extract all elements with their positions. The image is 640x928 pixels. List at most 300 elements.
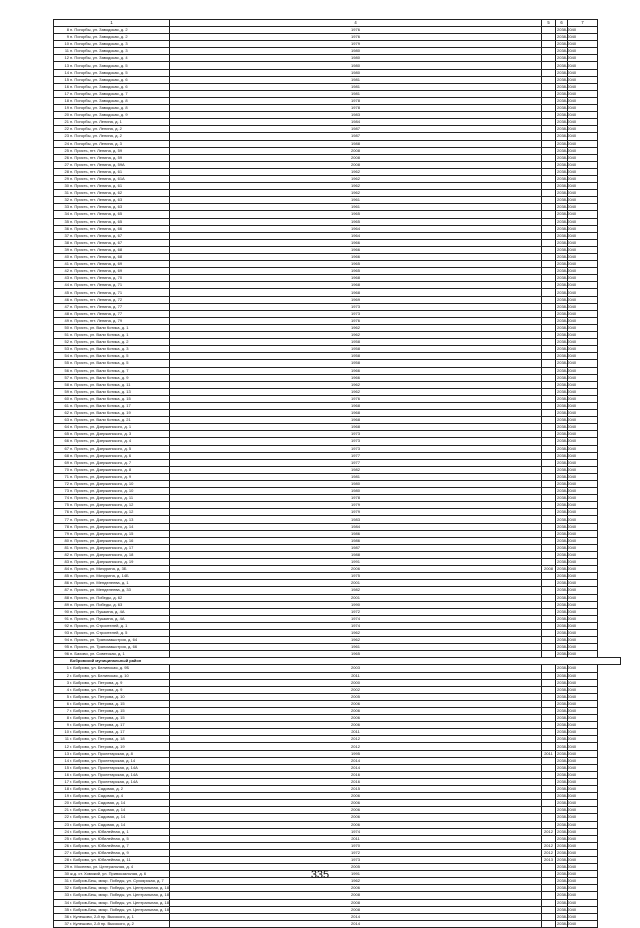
address-cell (54, 757, 170, 764)
period-cell: 2038-2040 (557, 197, 577, 203)
year-repair-cell (542, 587, 556, 594)
year-repair-cell (542, 885, 556, 892)
period-cell: 2038-2040 (557, 842, 577, 848)
period-cell: 2038-2040 (557, 310, 577, 316)
period-cell: 2038-2040 (557, 786, 577, 792)
address-cell (54, 190, 170, 197)
year-repair-cell (542, 715, 556, 722)
year-built-cell: 2006 (170, 715, 542, 722)
year-repair-cell (542, 190, 556, 197)
table-row (54, 339, 621, 346)
period-cell: 2038-2040 (557, 261, 577, 267)
year-repair-cell: 2011 (542, 750, 556, 757)
year-built-cell: 1969 (170, 296, 542, 303)
year-repair-cell (542, 34, 556, 41)
row-number: 90 (64, 608, 69, 614)
table-row (54, 622, 621, 629)
year-built-cell: 1972 (170, 849, 542, 856)
address: п. Присть, ул. Вали Котика, д. 21 (70, 417, 131, 423)
address: п. Присть, ул. Дзержинского, д. 15 (70, 530, 134, 536)
year-built-cell: 1962 (170, 878, 542, 885)
address-cell (54, 523, 170, 530)
year-built-cell: 1962 (170, 175, 542, 182)
row-number: 63 (64, 417, 69, 423)
address: п. Погорбы, ул. Заводская, д. 6 (70, 76, 128, 82)
address: п. Погорбы, ул. Заводская, д. 9 (70, 112, 128, 118)
table-row (54, 225, 621, 232)
period-cell: 2038-2040 (557, 112, 577, 118)
table-row (54, 920, 621, 927)
address-cell (54, 913, 170, 920)
year-built-cell: 1972 (170, 608, 542, 615)
year-built-cell: 1981 (170, 90, 542, 97)
year-repair-cell (542, 786, 556, 793)
address: г. Боброво, ул. Петрова, д. 15 (70, 708, 125, 714)
row-number: 21 (64, 807, 69, 813)
address-cell (54, 324, 170, 331)
address: г. Боброво, ул. Петрова, д. 9 (70, 686, 123, 692)
address-cell (54, 587, 170, 594)
address: п. Погорбы, ул. Ленина, д. 3 (70, 140, 122, 146)
year-repair-cell (542, 282, 556, 289)
table-row (54, 601, 621, 608)
year-repair-cell (542, 495, 556, 502)
table-row (54, 69, 621, 76)
period-cell: 2038-2040 (557, 580, 577, 586)
address: п. Присть, пгт. Ленина, д. 61 (70, 183, 123, 189)
address: п. Присть, ул. Вали Котика, д. 17 (70, 403, 131, 409)
address-cell (54, 381, 170, 388)
table-row (54, 239, 621, 246)
period-cell: 2038-2040 (557, 920, 577, 926)
period-cell: 2038-2040 (557, 693, 577, 699)
table-row (54, 332, 621, 339)
address: г. Боброво, ул. Белинская, д. 10 (70, 672, 129, 678)
table-row (54, 559, 621, 566)
address: п. Присть, ул. Дзержинского, д. 14 (70, 523, 134, 529)
year-repair-cell (542, 814, 556, 821)
address-cell (54, 750, 170, 757)
row-number: 2 (66, 672, 69, 678)
year-built-cell: 1974 (170, 828, 542, 835)
address: г. Боброво, ул. Петрова, д. 17 (70, 729, 125, 735)
address: п. Присть, ул. Дзержинского, д. 3 (70, 431, 132, 437)
address-cell (54, 580, 170, 587)
column-header: 6 (556, 20, 568, 27)
year-repair-cell (542, 580, 556, 587)
address-cell (54, 651, 170, 658)
year-repair-cell (542, 402, 556, 409)
address-cell (54, 303, 170, 310)
year-built-cell: 1982 (170, 466, 542, 473)
row-number: 16 (64, 83, 69, 89)
year-repair-cell (542, 317, 556, 324)
address-cell (54, 466, 170, 473)
table-row (54, 374, 621, 381)
address-cell (54, 885, 170, 892)
period-cell: 2038-2040 (557, 204, 577, 210)
address: п. Присть, ул. Дзержинского, д. 1 (70, 424, 132, 430)
address-cell (54, 69, 170, 76)
table-row (54, 473, 621, 480)
address-cell (54, 105, 170, 112)
table-row (54, 346, 621, 353)
row-number: 13 (64, 62, 69, 68)
address-cell (54, 601, 170, 608)
period-cell: 2038-2040 (557, 62, 577, 68)
address-cell (54, 828, 170, 835)
year-built-cell: 1981 (170, 83, 542, 90)
year-built-cell: 1977 (170, 459, 542, 466)
row-number: 58 (64, 381, 69, 387)
address: п. Присть, ул. Победы, д. 62 (70, 594, 123, 600)
year-repair-cell (542, 530, 556, 537)
row-number: 9 (66, 722, 69, 728)
year-repair-cell (542, 48, 556, 55)
address: п. Присть, ул. Вали Котика, д. 2 (70, 339, 129, 345)
address: п. Погорбы, ул. Заводская, д. 7 (70, 90, 128, 96)
year-repair-cell (542, 332, 556, 339)
address: г. Кулешово, 2-й пр. Высокого, д. 2 (70, 920, 134, 926)
period-cell: 2038-2040 (557, 317, 577, 323)
row-number: 94 (64, 637, 69, 643)
table-row (54, 154, 621, 161)
table-row (54, 821, 621, 828)
year-built-cell: 2001 (170, 580, 542, 587)
period-cell: 2038-2040 (557, 523, 577, 529)
column-header: 4 (170, 20, 542, 27)
year-built-cell: 1962 (170, 332, 542, 339)
address: г. Боброво, ул. Юбилейная, д. 5 (70, 835, 129, 841)
row-number: 1 (66, 665, 69, 671)
table-row (54, 147, 621, 154)
address-cell (54, 743, 170, 750)
year-built-cell: 1986 (170, 537, 542, 544)
year-built-cell: 1987 (170, 126, 542, 133)
year-built-cell: 1962 (170, 629, 542, 636)
row-number: 23 (64, 821, 69, 827)
address-cell (54, 807, 170, 814)
row-number: 33 (64, 204, 69, 210)
row-number: 92 (64, 622, 69, 628)
period-cell: 2038-2040 (557, 516, 577, 522)
address-cell (54, 204, 170, 211)
year-built-cell: 1978 (170, 495, 542, 502)
table-row (54, 580, 621, 587)
period-cell: 2038-2040 (557, 381, 577, 387)
row-number: 60 (64, 395, 69, 401)
year-repair-cell (542, 686, 556, 693)
row-number: 8 (66, 715, 69, 721)
period-cell: 2038-2040 (557, 431, 577, 437)
period-cell: 2038-2040 (557, 757, 577, 763)
year-repair-cell (542, 381, 556, 388)
period-cell: 2038-2040 (557, 778, 577, 784)
row-number: 16 (64, 771, 69, 777)
column-header: 1 (54, 20, 170, 27)
address-cell (54, 594, 170, 601)
period-cell: 2038-2040 (557, 225, 577, 231)
row-number: 39 (64, 246, 69, 252)
year-repair-cell (542, 693, 556, 700)
address-cell (54, 133, 170, 140)
year-repair-cell (542, 651, 556, 658)
address-cell (54, 34, 170, 41)
address-cell (54, 225, 170, 232)
row-number: 55 (64, 360, 69, 366)
table-row (54, 424, 621, 431)
period-cell: 2038-2040 (557, 353, 577, 359)
table-row (54, 459, 621, 466)
year-repair-cell (542, 637, 556, 644)
table-row (54, 481, 621, 488)
address: п. Присть, пгт. Ленина, д. 71 (70, 282, 123, 288)
address-cell (54, 693, 170, 700)
table-row (54, 41, 621, 48)
row-number: 69 (64, 459, 69, 465)
table-row (54, 573, 621, 580)
year-repair-cell: 2008 (542, 566, 556, 573)
table-row (54, 48, 621, 55)
address-cell (54, 346, 170, 353)
year-built-cell: 1980 (170, 55, 542, 62)
address-cell (54, 112, 170, 119)
address-cell (54, 424, 170, 431)
year-built-cell: 1968 (170, 417, 542, 424)
year-built-cell: 1979 (170, 509, 542, 516)
period-cell: 2038-2040 (557, 374, 577, 380)
year-repair-cell (542, 147, 556, 154)
address-cell (54, 637, 170, 644)
period-cell: 2038-2040 (557, 736, 577, 742)
address: п. Присть, ул. Дзержинского, д. 13 (70, 516, 134, 522)
table-row (54, 509, 621, 516)
period-cell: 2038-2040 (557, 438, 577, 444)
address: п. Погорбы, ул. Заводская, д. 6 (70, 83, 128, 89)
table-row (54, 466, 621, 473)
address: г. Бобров-Беш, микр. Победы, ул. Центральная, д. 18 (70, 899, 170, 905)
address-cell (54, 282, 170, 289)
year-built-cell: 2006 (170, 814, 542, 821)
year-built-cell: 2008 (170, 892, 542, 899)
period-cell: 2038-2040 (557, 672, 577, 678)
row-number: 88 (64, 594, 69, 600)
year-repair-cell (542, 175, 556, 182)
address: п. Присть, пгт. Ленина, д. 61А (70, 176, 125, 182)
table-row (54, 778, 621, 785)
address: п. Присть, ул. Вали Котика, д. 15 (70, 395, 131, 401)
year-repair-cell (542, 246, 556, 253)
row-number: 57 (64, 374, 69, 380)
period-cell: 2038-2040 (557, 871, 577, 877)
year-repair-cell (542, 438, 556, 445)
address: п. Присть, пгт. Ленина, д. 71 (70, 289, 123, 295)
year-repair-cell (542, 218, 556, 225)
address-cell (54, 495, 170, 502)
table-row (54, 750, 621, 757)
period-cell: 2038-2040 (557, 878, 577, 884)
row-number: 67 (64, 445, 69, 451)
table-row (54, 232, 621, 239)
period-cell: 2038-2040 (557, 211, 577, 217)
period-cell: 2038-2040 (557, 857, 577, 863)
table-row (54, 629, 621, 636)
period-cell: 2038-2040 (557, 410, 577, 416)
period-cell: 2038-2040 (557, 324, 577, 330)
year-repair-cell (542, 807, 556, 814)
address: п. Присть, ул. Дзержинского, д. 8 (70, 466, 132, 472)
table-row (54, 140, 621, 147)
row-number: 80 (64, 537, 69, 543)
year-repair-cell (542, 395, 556, 402)
address: п. Бахово, ул. Советская, д. 1 (70, 651, 125, 657)
address: п. Присть, ул. Вали Котика, д. 1 (70, 324, 129, 330)
year-built-cell: 1973 (170, 310, 542, 317)
address: п. Присть, пгт. Ленина, д. 62 (70, 190, 123, 196)
period-cell: 2038-2040 (557, 502, 577, 508)
address: г. Боброво, ул. Пролетарская, д. 14А (70, 771, 138, 777)
row-number: 33 (64, 892, 69, 898)
address: п. Присть, пгт. Ленина, д. 72 (70, 296, 123, 302)
year-built-cell: 2002 (170, 686, 542, 693)
year-built-cell: 1962 (170, 324, 542, 331)
row-number: 15 (64, 76, 69, 82)
period-cell: 2038-2040 (557, 232, 577, 238)
year-repair-cell (542, 722, 556, 729)
table-row (54, 133, 621, 140)
table-row (54, 488, 621, 495)
address: г. Боброво, ул. Садовая, д. 14 (70, 814, 126, 820)
period-cell: 2038-2040 (557, 218, 577, 224)
period-cell: 2038-2040 (557, 750, 577, 756)
year-repair-cell (542, 360, 556, 367)
year-repair-cell (542, 644, 556, 651)
row-number: 53 (64, 346, 69, 352)
period-cell: 2038-2040 (557, 459, 577, 465)
period-cell: 2038-2040 (557, 644, 577, 650)
table-row (54, 800, 621, 807)
year-built-cell: 1965 (170, 211, 542, 218)
table-row (54, 665, 621, 672)
table-row (54, 906, 621, 913)
year-built-cell: 1980 (170, 488, 542, 495)
period-cell: 2038-2040 (557, 168, 577, 174)
row-number: 31 (64, 878, 69, 884)
address-cell (54, 27, 170, 34)
row-number: 71 (64, 473, 69, 479)
year-repair-cell: 2012 (542, 828, 556, 835)
year-built-cell: 1973 (170, 303, 542, 310)
year-repair-cell (542, 346, 556, 353)
year-built-cell: 2003 (170, 665, 542, 672)
address-cell (54, 771, 170, 778)
address: п. Присть, ул. Менделеева, д. 33 (70, 587, 131, 593)
address-cell (54, 367, 170, 374)
address: п. Присть, ул. Вали Котика, д. 9 (70, 374, 129, 380)
year-built-cell: 2005 (170, 864, 542, 871)
period-cell: 2038-2040 (557, 764, 577, 770)
row-number: 52 (64, 339, 69, 345)
year-built-cell: 1962 (170, 388, 542, 395)
address: п. Присть, ул. Дзержинского, д. 5 (70, 445, 132, 451)
year-repair-cell (542, 353, 556, 360)
address: г. Боброво, ул. Садовая, д. 14 (70, 800, 126, 806)
year-repair-cell (542, 679, 556, 686)
year-built-cell: 1976 (170, 34, 542, 41)
address-cell (54, 218, 170, 225)
year-built-cell: 2014 (170, 757, 542, 764)
address-cell (54, 906, 170, 913)
table-row (54, 282, 621, 289)
address: п. Присть, пгт. Ленина, д. 65 (70, 211, 123, 217)
address-cell (54, 516, 170, 523)
year-built-cell: 1964 (170, 232, 542, 239)
address-cell (54, 168, 170, 175)
table-row (54, 388, 621, 395)
year-built-cell: 1976 (170, 395, 542, 402)
period-cell: 2038-2040 (557, 119, 577, 125)
year-built-cell: 1961 (170, 204, 542, 211)
table-row (54, 324, 621, 331)
row-number: 49 (64, 317, 69, 323)
table-row (54, 97, 621, 104)
period-cell: 2038-2040 (557, 573, 577, 579)
row-number: 87 (64, 587, 69, 593)
period-cell: 2038-2040 (557, 147, 577, 153)
address: п. Присть, пгт. Ленина, д. 65 (70, 218, 123, 224)
table-row (54, 261, 621, 268)
row-number: 22 (64, 814, 69, 820)
address: г. Кулешово, 2-й пр. Высокого, д. 1 (70, 913, 134, 919)
table-row (54, 835, 621, 842)
year-built-cell: 1968 (170, 410, 542, 417)
row-number: 68 (64, 452, 69, 458)
address-cell (54, 62, 170, 69)
row-number: 48 (64, 310, 69, 316)
period-cell: 2038-2040 (557, 821, 577, 827)
table-row (54, 736, 621, 743)
period-cell: 2038-2040 (557, 793, 577, 799)
address-cell (54, 679, 170, 686)
address-cell (54, 559, 170, 566)
year-repair-cell (542, 239, 556, 246)
year-built-cell: 1983 (170, 112, 542, 119)
period-cell: 2038-2040 (557, 332, 577, 338)
row-number: 29 (64, 864, 69, 870)
period-cell: 2038-2040 (557, 275, 577, 281)
year-built-cell: 1965 (170, 218, 542, 225)
address: г. Боброво, ул. Юбилейная, д. 9 (70, 849, 129, 855)
row-number: 62 (64, 410, 69, 416)
address: п. Присть, ул. Вали Котика, д. 1 (70, 332, 129, 338)
table-row (54, 246, 621, 253)
address: п. Присть, ул. Дзержинского, д. 19 (70, 559, 134, 565)
year-repair-cell (542, 140, 556, 147)
table-row (54, 168, 621, 175)
year-built-cell: 1991 (170, 871, 542, 878)
row-number: 7 (66, 708, 69, 714)
address-cell (54, 175, 170, 182)
year-repair-cell (542, 105, 556, 112)
year-repair-cell (542, 431, 556, 438)
address-cell (54, 360, 170, 367)
address-cell (54, 488, 170, 495)
address-cell (54, 544, 170, 551)
address: г. Боброво, ул. Юбилейная, д. 1 (70, 828, 129, 834)
address-cell (54, 566, 170, 573)
year-repair-cell (542, 778, 556, 785)
address: г. Бобров-Беш, микр. Победы, ул. Сухоярская, д. 7 (70, 878, 164, 884)
